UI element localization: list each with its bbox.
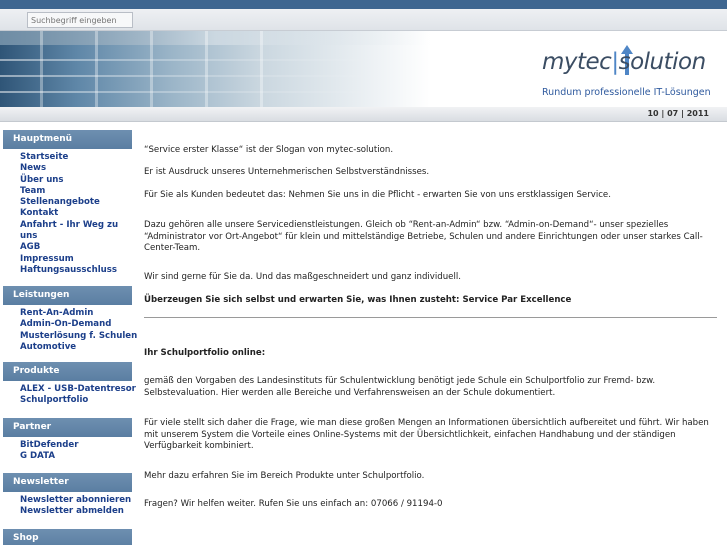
sidebar-item-team[interactable]: Team bbox=[20, 185, 46, 196]
sidebar bbox=[3, 130, 138, 545]
sidebar-item-alex[interactable]: ALEX - USB-Datentresor bbox=[20, 384, 136, 394]
sidebar-item-startseite[interactable]: Startseite bbox=[20, 152, 69, 162]
sidebar-section-newsletter: Newsletter bbox=[3, 473, 132, 492]
schulportfolio-paragraph-2: Für viele stellt sich daher die Frage, wie man diese großen Mengen an Informationen übersichtlich aufbereitet und führt. Wir haben mit unserem System die Vorteile eines Online-Systems mit der Übersichtlichkeit, einfachen Handhabung und der ständigen Verfügbarkeit kombiniert. bbox=[144, 418, 709, 452]
sidebar-item-news[interactable]: News bbox=[20, 163, 47, 174]
sidebar-item-haftungsausschluss[interactable]: Haftungsausschluss bbox=[20, 264, 117, 275]
service-par-excellence: Überzeugen Sie sich selbst und erwarten Sie, was Ihnen zusteht: Service Par Excellence bbox=[144, 295, 572, 305]
header-banner bbox=[0, 31, 727, 107]
intro-slogan: “Service erster Klasse“ ist der Slogan von mytec-solution. bbox=[144, 145, 394, 155]
top-accent-bar bbox=[0, 0, 727, 9]
sidebar-section-shop[interactable]: Shop bbox=[3, 529, 132, 545]
logo-wordmark: mytec|solution bbox=[542, 49, 706, 75]
sidebar-item-newsletter-abmelden[interactable]: Newsletter abmelden bbox=[20, 506, 124, 517]
sidebar-section-partner: Partner bbox=[3, 418, 132, 437]
sidebar-item-newsletter-abonnieren[interactable]: Newsletter abonnieren bbox=[20, 495, 132, 505]
schulportfolio-heading: Ihr Schulportfolio online: bbox=[144, 348, 266, 358]
sidebar-section-produkte: Produkte bbox=[3, 362, 132, 381]
date-bar bbox=[0, 107, 727, 122]
intro-self-understanding: Er ist Ausdruck unseres Unternehmerischen Selbstverständnisses. bbox=[144, 167, 430, 177]
sidebar-section-leistungen: Leistungen bbox=[3, 286, 132, 305]
sidebar-section-hauptmenu: Hauptmenü bbox=[3, 130, 132, 149]
sidebar-item-automotive[interactable]: Automotive bbox=[20, 341, 77, 352]
sidebar-item-agb[interactable]: AGB bbox=[20, 242, 41, 253]
sidebar-item-admin-on-demand[interactable]: Admin-On-Demand bbox=[20, 319, 112, 330]
sidebar-item-rent-an-admin[interactable]: Rent-An-Admin bbox=[20, 308, 94, 318]
logo[interactable] bbox=[530, 45, 720, 103]
sidebar-item-musterloesung[interactable]: Musterlösung f. Schulen bbox=[20, 330, 138, 341]
sidebar-item-gdata[interactable]: G DATA bbox=[20, 451, 56, 462]
sidebar-item-schulportfolio[interactable]: Schulportfolio bbox=[20, 395, 89, 406]
sidebar-item-bitdefender[interactable]: BitDefender bbox=[20, 440, 79, 450]
sidebar-item-ueber-uns[interactable]: Über uns bbox=[20, 174, 64, 185]
content-divider bbox=[144, 317, 717, 318]
tagline: Rundum professionelle IT-Lösungen bbox=[542, 87, 711, 98]
schulportfolio-paragraph-1: gemäß den Vorgaben des Landesinstituts für Schulentwicklung benötigt jede Schule ein Schulportfolio zur Fremd- bzw. Selbstevaluation. Hier werden alle Bereiche und Verfahrensweisen an der Schule dokumentiert. bbox=[144, 376, 656, 398]
current-date: 10 | 07 | 2011 bbox=[647, 109, 709, 118]
intro-customer: Für Sie als Kunden bedeutet das: Nehmen Sie uns in die Pflicht - erwarten Sie von uns erstklassigen Service. bbox=[144, 190, 611, 200]
services-paragraph: Dazu gehören alle unsere Servicedienstleistungen. Gleich ob “Rent-an-Admin“ bzw. “Admin-on-Demand“- unser spezielles “Administrator vor Ort-Angebot“ für klein und mittelständige Betriebe, Schulen und andere Einrichtungen oder unser starkes Call-Center-Team. bbox=[144, 220, 703, 254]
contact-phone: Fragen? Wir helfen weiter. Rufen Sie uns einfach an: 07066 / 91194-0 bbox=[144, 499, 443, 509]
sidebar-item-stellenangebote[interactable]: Stellenangebote bbox=[20, 197, 100, 208]
tailored-paragraph: Wir sind gerne für Sie da. Und das maßgeschneidert und ganz individuell. bbox=[144, 272, 461, 282]
search-input[interactable] bbox=[27, 12, 133, 28]
search-bar bbox=[0, 9, 727, 31]
sidebar-item-anfahrt[interactable]: Anfahrt - Ihr Weg zu uns bbox=[20, 219, 119, 242]
more-info-paragraph: Mehr dazu erfahren Sie im Bereich Produkte unter Schulportfolio. bbox=[144, 471, 425, 481]
sidebar-item-impressum[interactable]: Impressum bbox=[20, 253, 74, 264]
sidebar-item-kontakt[interactable]: Kontakt bbox=[20, 208, 59, 219]
building-image bbox=[0, 31, 430, 107]
